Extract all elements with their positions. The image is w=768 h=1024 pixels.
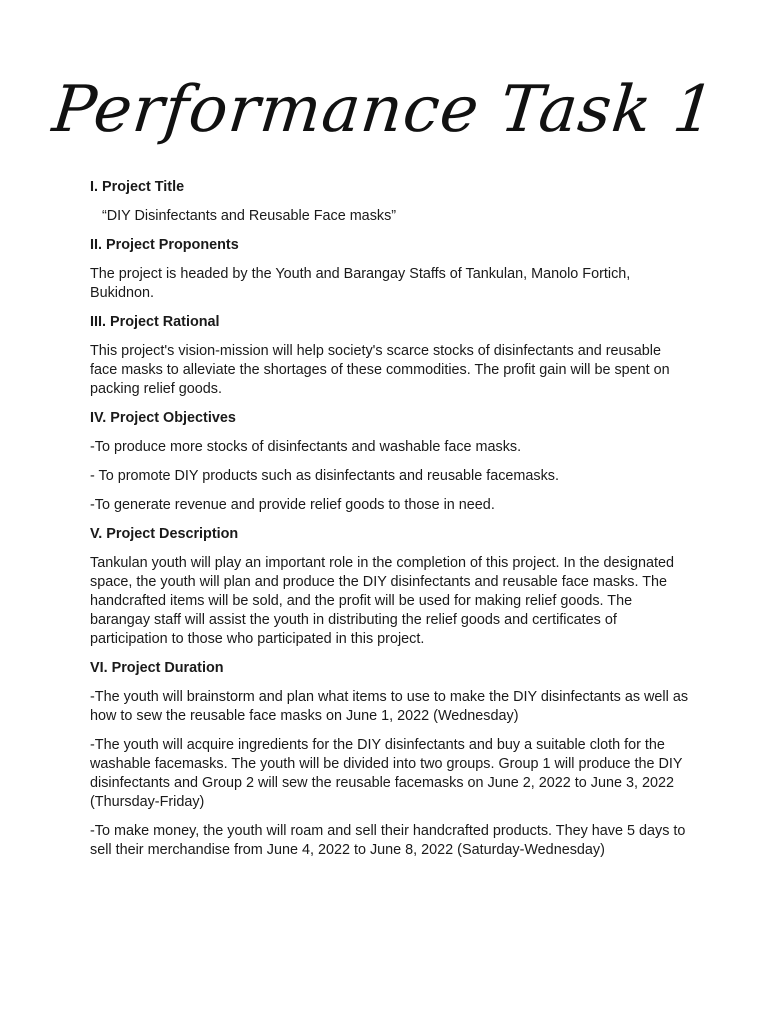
section-heading-project-proponents: II. Project Proponents [90,237,239,253]
objective-item: -To produce more stocks of disinfectants and washable face masks. [90,439,522,455]
project-rational-text: This project's vision-mission will help society's scarce stocks of disinfectants and reusable face masks to alleviate the shortages of these commodities. The profit gain will be spent on packing relief goods. [90,343,670,397]
duration-item: -The youth will brainstorm and plan what items to use to make the DIY disinfectants as well as how to sew the reusable face masks on June 1, 2022 (Wednesday) [90,689,689,724]
section-heading-project-rational: III. Project Rational [90,314,220,330]
section-heading-project-duration: VI. Project Duration [90,660,224,676]
section-heading-project-title: I. Project Title [90,179,185,195]
project-title-text: “DIY Disinfectants and Reusable Face masks” [102,208,397,224]
duration-item: -To make money, the youth will roam and sell their handcrafted products. They have 5 days to sell their merchandise from June 4, 2022 to June 8, 2022 (Saturday-Wednesday) [90,823,686,858]
project-description-text: Tankulan youth will play an important role in the completion of this project. In the designated space, the youth will plan and produce the DIY disinfectants and reusable face masks. The handcrafted items will be sold, and the profit will be used for making relief goods. The barangay staff will assist the youth in distributing the relief goods and certificates of participation to those who participated in this project. [90,555,674,647]
document-title: Performance Task 1 [49,73,719,147]
document-body [90,178,690,870]
objective-item: -To generate revenue and provide relief goods to those in need. [90,497,495,513]
duration-item: -The youth will acquire ingredients for the DIY disinfectants and buy a suitable cloth for the washable facemasks. The youth will be divided into two groups. Group 1 will produce the DIY disinfectants and Group 2 will sew the reusable facemasks on June 2, 2022 to June 3, 2022 (Thursday-Friday) [90,737,683,810]
objective-item: - To promote DIY products such as disinfectants and reusable facemasks. [90,468,560,484]
project-proponents-text: The project is headed by the Youth and Barangay Staffs of Tankulan, Manolo Fortich, Bukidnon. [90,266,631,301]
section-heading-project-description: V. Project Description [90,526,239,542]
section-heading-project-objectives: IV. Project Objectives [90,410,236,426]
